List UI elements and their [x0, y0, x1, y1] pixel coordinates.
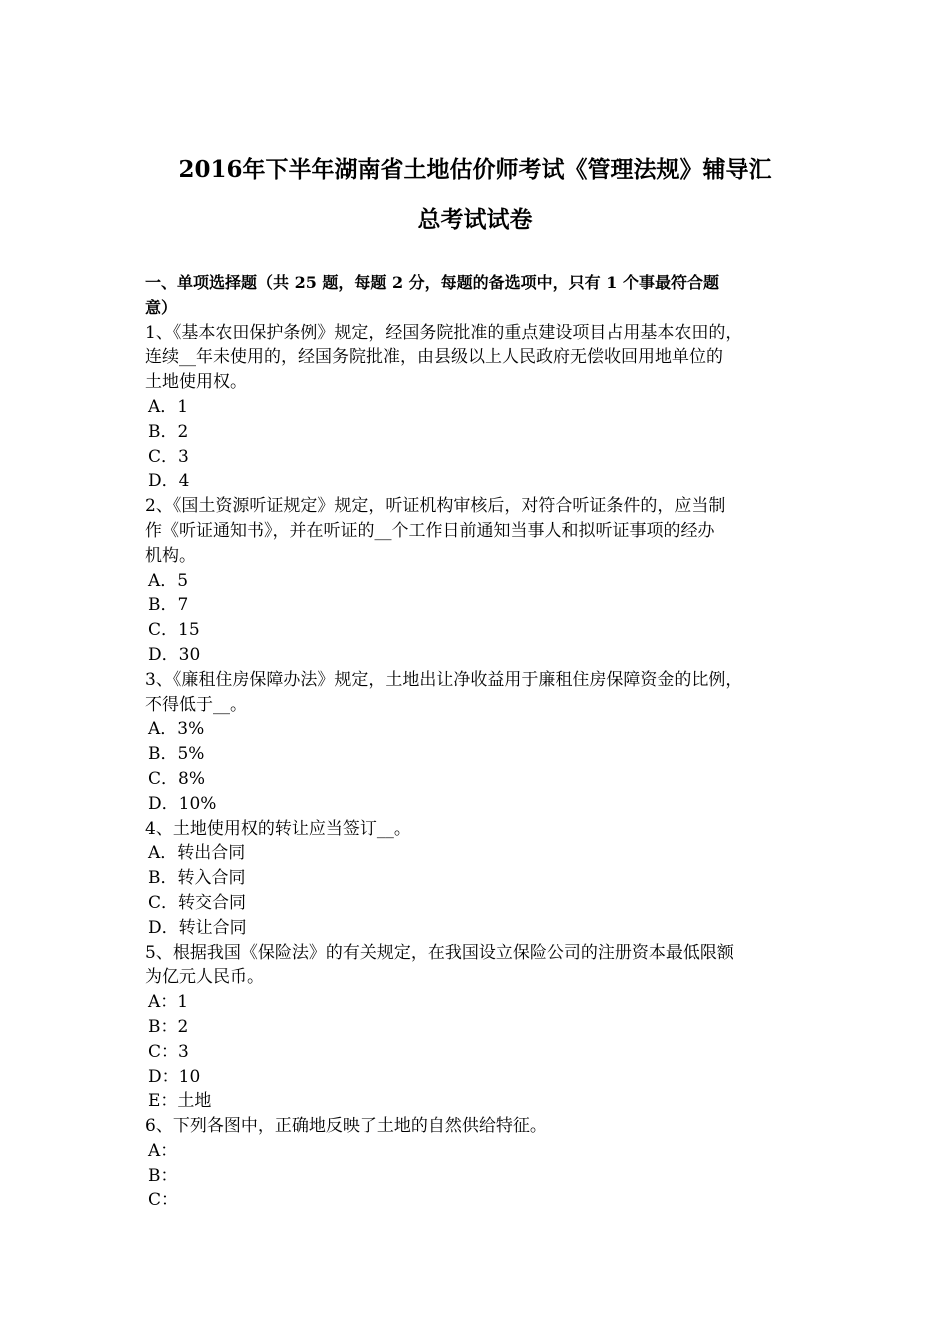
- question-6: [145, 1114, 815, 1213]
- question-stem: 不得低于__。: [145, 694, 247, 715]
- option-a: A．1: [148, 396, 189, 417]
- option-a: A：1: [148, 992, 189, 1013]
- question-stem: 作《听证通知书》，并在听证的__个工作日前通知当事人和拟听证事项的经办: [145, 520, 715, 541]
- question-stem: 4、土地使用权的转让应当签订__。: [145, 818, 411, 839]
- option-b: B．7: [148, 595, 189, 616]
- question-stem: 为亿元人民币。: [145, 967, 264, 988]
- option-d: D．30: [148, 644, 201, 665]
- question-stem: 连续__年未使用的，经国务院批准，由县级以上人民政府无偿收回用地单位的: [145, 347, 723, 368]
- option-a: A．5: [148, 570, 189, 591]
- document-body: [145, 271, 815, 1213]
- question-stem: 6、下列各图中，正确地反映了土地的自然供给特征。: [145, 1116, 547, 1137]
- question-1: [145, 321, 815, 495]
- option-a: A．3%: [148, 719, 205, 740]
- option-b: B．2: [148, 421, 189, 442]
- question-stem: 机构。: [145, 545, 196, 566]
- option-d: D．转让合同: [148, 917, 247, 938]
- option-b: B：: [148, 1165, 178, 1186]
- question-stem: 5、根据我国《保险法》的有关规定，在我国设立保险公司的注册资本最低限额: [145, 942, 734, 963]
- option-d: D．4: [148, 471, 190, 492]
- option-b: B．转入合同: [148, 868, 246, 889]
- option-c: C：: [148, 1190, 179, 1211]
- document-title-line-2: 总考试试卷: [417, 206, 533, 233]
- option-d: D．10%: [148, 793, 217, 814]
- section-heading-continued: 意）: [145, 297, 178, 317]
- question-4: [145, 817, 815, 941]
- question-stem: 1、《基本农田保护条例》规定，经国务院批准的重点建设项目占用基本农田的，: [145, 322, 743, 343]
- option-c: C．3: [148, 446, 189, 467]
- option-b: B：2: [148, 1016, 189, 1037]
- section-heading: 一、单项选择题（共 25 题，每题 2 分，每题的备选项中，只有 1 个事最符合题: [145, 273, 719, 292]
- document-title-line-1: 2016年下半年湖南省土地估价师考试《管理法规》辅导汇: [178, 156, 772, 183]
- option-b: B．5%: [148, 744, 205, 765]
- question-2: [145, 494, 815, 668]
- option-a: A．转出合同: [148, 843, 246, 864]
- option-c: C．15: [148, 620, 200, 641]
- option-c: C．转交合同: [148, 892, 247, 913]
- option-a: A：: [148, 1140, 178, 1161]
- question-5: [145, 941, 815, 1115]
- option-c: C．8%: [148, 768, 205, 789]
- option-d: D：10: [148, 1066, 201, 1087]
- question-3: [145, 668, 815, 817]
- option-e: E：土地: [148, 1091, 212, 1112]
- question-stem: 3、《廉租住房保障办法》规定，土地出让净收益用于廉租住房保障资金的比例，: [145, 669, 743, 690]
- option-c: C：3: [148, 1041, 189, 1062]
- question-stem: 2、《国土资源听证规定》规定，听证机构审核后，对符合听证条件的，应当制: [145, 496, 726, 517]
- question-stem: 土地使用权。: [145, 372, 247, 393]
